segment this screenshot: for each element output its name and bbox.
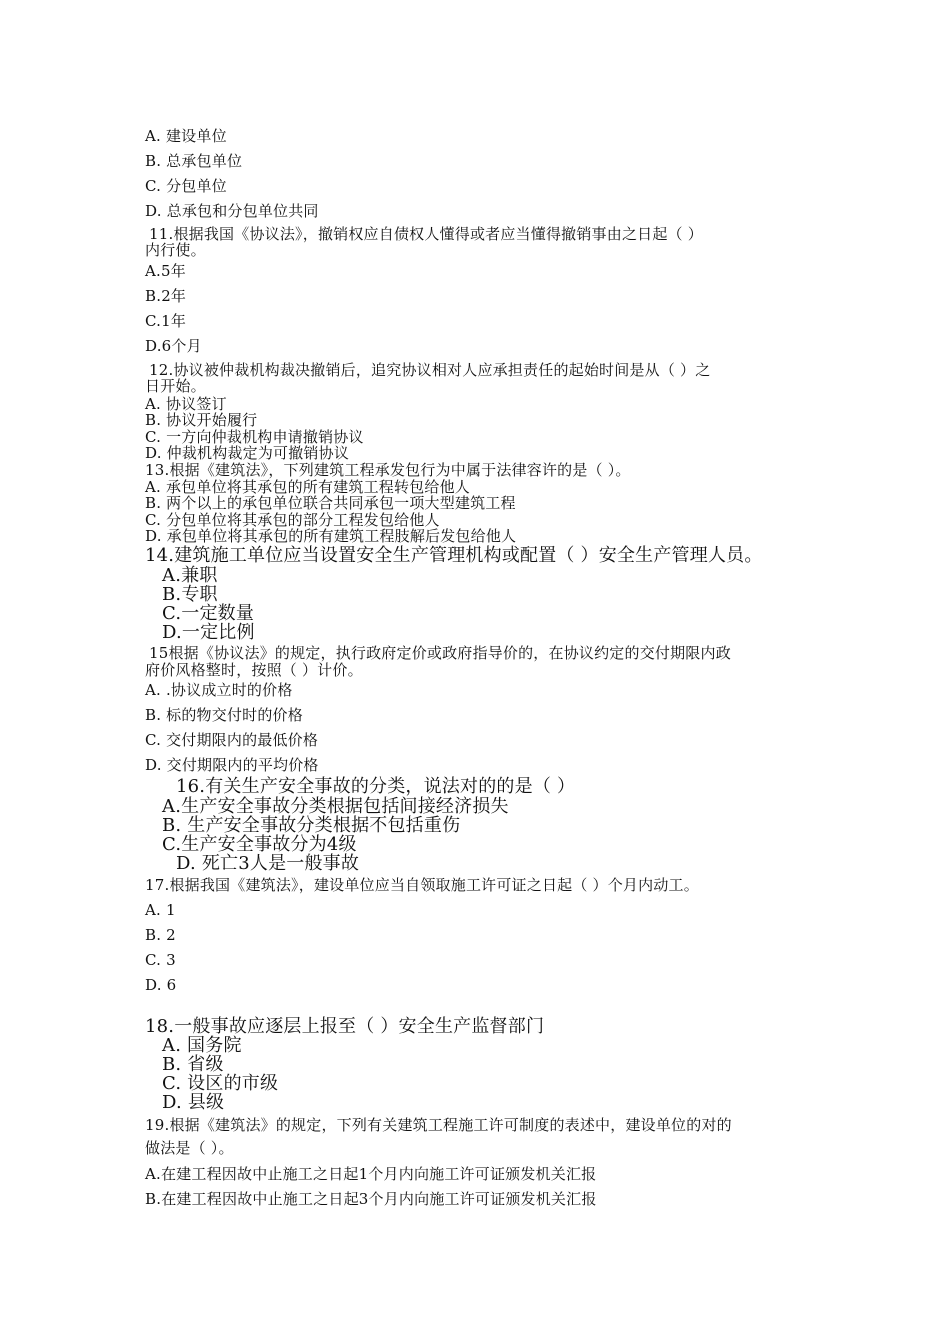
q12-option-d: D. 仲裁机构裁定为可撤销协议 xyxy=(145,444,350,462)
q16-option-a: A.生产安全事故分类根据包括间接经济损失 xyxy=(162,796,509,817)
q18-stem: 18.一般事故应逐层上报至（ ）安全生产监督部门 xyxy=(145,1016,545,1037)
q17-option-a: A. 1 xyxy=(145,901,176,919)
q13-stem: 13.根据《建筑法》，下列建筑工程承发包行为中属于法律容许的是（ ）。 xyxy=(145,461,631,479)
q13-option-d: D. 承包单位将其承包的所有建筑工程肢解后发包给他人 xyxy=(145,527,517,545)
q19-option-b: B.在建工程因故中止施工之日起3个月内向施工许可证颁发机关汇报 xyxy=(145,1190,597,1208)
q11-option-c: C.1年 xyxy=(145,312,187,330)
q18-option-b: B. 省级 xyxy=(162,1054,224,1075)
q10-option-a: A. 建设单位 xyxy=(145,127,227,145)
q15-option-c: C. 交付期限内的最低价格 xyxy=(145,731,319,749)
q14-option-b: B.专职 xyxy=(162,584,218,605)
q17-option-c: C. 3 xyxy=(145,951,176,969)
q13-option-a: A. 承包单位将其承包的所有建筑工程转包给他人 xyxy=(145,478,470,496)
q15-option-a: A. .协议成立时的价格 xyxy=(145,681,293,699)
q11-option-a: A.5年 xyxy=(145,262,186,280)
q15-option-b: B. 标的物交付时的价格 xyxy=(145,706,303,724)
q16-option-d: D. 死亡3人是一般事故 xyxy=(176,853,360,874)
q14-option-c: C.一定数量 xyxy=(162,603,255,624)
q10-option-c: C. 分包单位 xyxy=(145,177,227,195)
q10-option-b: B. 总承包单位 xyxy=(145,152,243,170)
q11-stem: 11.根据我国《协议法》，撤销权应自债权人懂得或者应当懂得撤销事由之日起（ ） xyxy=(149,225,703,243)
q11-option-b: B.2年 xyxy=(145,287,187,305)
q16-stem: 16.有关生产安全事故的分类，说法对的的是（ ） xyxy=(176,776,576,797)
q19-stem: 19.根据《建筑法》的规定，下列有关建筑工程施工许可制度的表述中，建设单位的对的 xyxy=(145,1116,732,1134)
q16-option-c: C.生产安全事故分为4级 xyxy=(162,834,357,855)
q12-stem-cont: 日开始。 xyxy=(145,377,206,395)
q19-option-a: A.在建工程因故中止施工之日起1个月内向施工许可证颁发机关汇报 xyxy=(145,1165,597,1183)
q15-stem: 15根据《协议法》的规定，执行政府定价或政府指导价的，在协议约定的交付期限内政 xyxy=(149,644,731,662)
q17-option-b: B. 2 xyxy=(145,926,176,944)
q18-option-d: D. 县级 xyxy=(162,1092,225,1113)
q14-option-d: D.一定比例 xyxy=(162,622,255,643)
q14-stem: 14.建筑施工单位应当设置安全生产管理机构或配置（ ）安全生产管理人员。 xyxy=(145,545,763,566)
q13-option-c: C. 分包单位将其承包的部分工程发包给他人 xyxy=(145,511,440,529)
q18-option-a: A. 国务院 xyxy=(162,1035,242,1056)
q12-stem: 12.协议被仲裁机构裁决撤销后，追究协议相对人应承担责任的起始时间是从（ ）之 xyxy=(149,361,711,379)
q13-option-b: B. 两个以上的承包单位联合共同承包一项大型建筑工程 xyxy=(145,494,516,512)
q17-stem: 17.根据我国《建筑法》，建设单位应当自领取施工许可证之日起（ ）个月内动工。 xyxy=(145,876,699,894)
q14-option-a: A.兼职 xyxy=(162,565,218,586)
q16-option-b: B. 生产安全事故分类根据不包括重伤 xyxy=(162,815,461,836)
q15-option-d: D. 交付期限内的平均价格 xyxy=(145,756,319,774)
q10-option-d: D. 总承包和分包单位共同 xyxy=(145,202,319,220)
q12-option-c: C. 一方向仲裁机构申请撤销协议 xyxy=(145,428,364,446)
q11-option-d: D.6个月 xyxy=(145,337,202,355)
q17-option-d: D. 6 xyxy=(145,976,177,994)
q18-option-c: C. 设区的市级 xyxy=(162,1073,279,1094)
q12-option-a: A. 协议签订 xyxy=(145,395,227,413)
q12-option-b: B. 协议开始履行 xyxy=(145,411,258,429)
q19-stem-cont: 做法是（ ）。 xyxy=(145,1139,234,1157)
q11-stem-cont: 内行使。 xyxy=(145,241,206,259)
q15-stem-cont: 府价风格整时，按照（ ）计价。 xyxy=(145,661,363,679)
